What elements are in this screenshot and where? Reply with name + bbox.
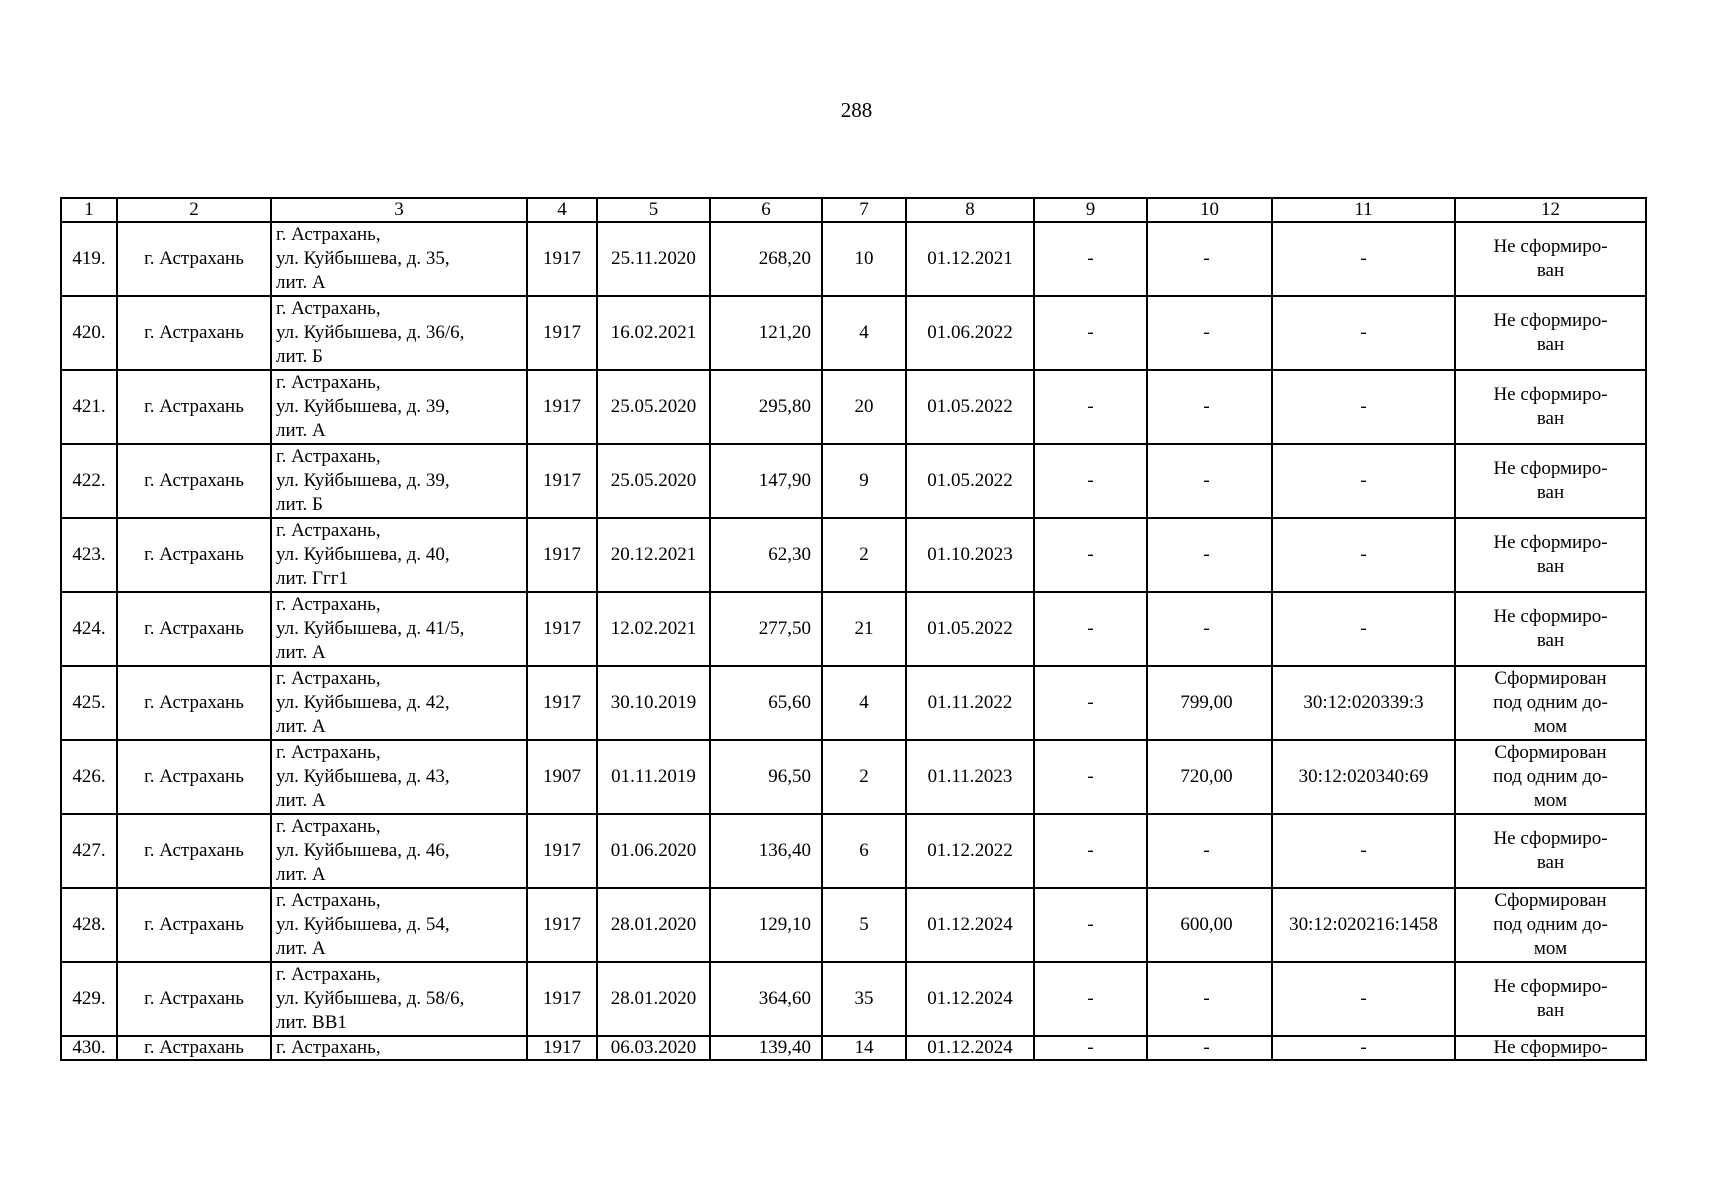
address-cell [271,370,527,444]
table-row [61,592,1646,666]
row-number: 420. [61,296,117,370]
row-number: 427. [61,814,117,888]
date-cell: 20.12.2021 [597,518,710,592]
status-line-1: Не сформиро- [1493,310,1608,331]
address-line-1: г. Астрахань, [276,520,381,541]
address-line-2: ул. Куйбышева, д. 54, [276,914,450,935]
row-number: 429. [61,962,117,1036]
col9-cell: - [1034,888,1147,962]
column-header: 3 [271,198,527,222]
row-number: 419. [61,222,117,296]
column-header: 9 [1034,198,1147,222]
deadline-cell: 01.12.2024 [906,1036,1034,1060]
land-area-cell: 600,00 [1147,888,1272,962]
year-cell: 1917 [527,962,597,1036]
header-row [61,198,1646,222]
year-cell: 1917 [527,1036,597,1060]
area-cell: 139,40 [710,1036,822,1060]
table-row [61,814,1646,888]
address-line-2: ул. Куйбышева, д. 39, [276,470,450,491]
address-line-2: ул. Куйбышева, д. 43, [276,766,450,787]
city-cell: г. Астрахань [117,222,271,296]
land-area-cell: - [1147,444,1272,518]
col9-cell: - [1034,740,1147,814]
area-cell: 277,50 [710,592,822,666]
col9-cell: - [1034,296,1147,370]
address-line-2: ул. Куйбышева, д. 36/6, [276,322,465,343]
col9-cell: - [1034,962,1147,1036]
address-cell [271,962,527,1036]
registry-table [60,197,1647,1061]
table-row [61,222,1646,296]
land-area-cell: - [1147,222,1272,296]
table-row [61,370,1646,444]
city-cell: г. Астрахань [117,444,271,518]
city-cell: г. Астрахань [117,370,271,444]
cadastral-cell: - [1272,814,1455,888]
address-line-2: ул. Куйбышева, д. 39, [276,396,450,417]
status-line-1: Не сформиро- [1493,532,1608,553]
count-cell: 14 [822,1036,906,1060]
table-row [61,518,1646,592]
address-line-1: г. Астрахань, [276,446,381,467]
address-line-3: лит. А [276,272,326,293]
city-cell: г. Астрахань [117,518,271,592]
area-cell: 147,90 [710,444,822,518]
status-line-2: ван [1536,556,1565,577]
cadastral-cell: - [1272,1036,1455,1060]
date-cell: 28.01.2020 [597,962,710,1036]
cadastral-cell: - [1272,370,1455,444]
deadline-cell: 01.10.2023 [906,518,1034,592]
count-cell: 2 [822,740,906,814]
address-line-1: г. Астрахань, [276,594,381,615]
status-cell [1455,888,1646,962]
status-line-3: мом [1533,938,1568,959]
col9-cell: - [1034,814,1147,888]
address-line-1: г. Астрахань, [276,816,381,837]
date-cell: 01.06.2020 [597,814,710,888]
date-cell: 25.05.2020 [597,444,710,518]
address-line-2: ул. Куйбышева, д. 42, [276,692,450,713]
deadline-cell: 01.05.2022 [906,444,1034,518]
status-line-1: Не сформиро- [1493,828,1608,849]
address-line-1: г. Астрахань, [276,890,381,911]
deadline-cell: 01.12.2024 [906,962,1034,1036]
address-line-2: ул. Куйбышева, д. 40, [276,544,450,565]
col9-cell: - [1034,1036,1147,1060]
area-cell: 364,60 [710,962,822,1036]
address-cell [271,666,527,740]
status-cell [1455,296,1646,370]
deadline-cell: 01.11.2023 [906,740,1034,814]
cadastral-cell: - [1272,444,1455,518]
column-header: 11 [1272,198,1455,222]
deadline-cell: 01.06.2022 [906,296,1034,370]
address-cell [271,222,527,296]
deadline-cell: 01.12.2021 [906,222,1034,296]
address-cell [271,444,527,518]
status-cell: Не сформиро- [1455,1036,1646,1060]
city-cell: г. Астрахань [117,1036,271,1060]
address-cell [271,518,527,592]
land-area-cell: - [1147,592,1272,666]
date-cell: 30.10.2019 [597,666,710,740]
year-cell: 1917 [527,444,597,518]
deadline-cell: 01.11.2022 [906,666,1034,740]
column-header: 5 [597,198,710,222]
cadastral-cell: 30:12:020340:69 [1272,740,1455,814]
page-number: 288 [840,98,873,122]
year-cell: 1917 [527,888,597,962]
date-cell: 06.03.2020 [597,1036,710,1060]
col9-cell: - [1034,444,1147,518]
status-line-1: Сформирован [1494,668,1607,689]
row-number: 428. [61,888,117,962]
status-cell [1455,444,1646,518]
year-cell: 1917 [527,296,597,370]
status-line-2: ван [1536,334,1565,355]
table-row [61,962,1646,1036]
address-line-1: г. Астрахань, [276,298,381,319]
status-line-2: ван [1536,482,1565,503]
column-header: 1 [61,198,117,222]
column-header: 4 [527,198,597,222]
deadline-cell: 01.05.2022 [906,592,1034,666]
address-line-3: лит. А [276,642,326,663]
table-row [61,888,1646,962]
status-cell [1455,740,1646,814]
count-cell: 21 [822,592,906,666]
col9-cell: - [1034,592,1147,666]
area-cell: 65,60 [710,666,822,740]
address-line-3: лит. А [276,790,326,811]
status-line-1: Не сформиро- [1493,458,1608,479]
land-area-cell: - [1147,962,1272,1036]
table-row-last [61,1036,1646,1060]
status-cell [1455,592,1646,666]
status-line-1: Не сформиро- [1493,236,1608,257]
status-cell [1455,370,1646,444]
city-cell: г. Астрахань [117,888,271,962]
status-line-2: ван [1536,260,1565,281]
year-cell: 1917 [527,370,597,444]
address-line-2: ул. Куйбышева, д. 58/6, [276,988,465,1009]
count-cell: 6 [822,814,906,888]
status-line-2: под одним до- [1493,914,1608,935]
col9-cell: - [1034,666,1147,740]
col9-cell: - [1034,222,1147,296]
year-cell: 1917 [527,666,597,740]
status-line-2: под одним до- [1493,692,1608,713]
year-cell: 1917 [527,222,597,296]
cadastral-cell: - [1272,518,1455,592]
cadastral-cell: - [1272,592,1455,666]
address-line-3: лит. А [276,938,326,959]
land-area-cell: - [1147,296,1272,370]
col9-cell: - [1034,518,1147,592]
row-number: 422. [61,444,117,518]
count-cell: 4 [822,666,906,740]
status-line-2: ван [1536,852,1565,873]
column-header: 12 [1455,198,1646,222]
status-line-3: мом [1533,790,1568,811]
cadastral-cell: 30:12:020339:3 [1272,666,1455,740]
address-line-1: г. Астрахань, [276,372,381,393]
address-line-1: г. Астрахань, [276,742,381,763]
status-line-2: ван [1536,408,1565,429]
area-cell: 96,50 [710,740,822,814]
col9-cell: - [1034,370,1147,444]
date-cell: 25.05.2020 [597,370,710,444]
address-line-3: лит. Ггг1 [276,568,349,589]
year-cell: 1917 [527,592,597,666]
address-line-3: лит. Б [276,494,323,515]
address-cell [271,888,527,962]
deadline-cell: 01.12.2022 [906,814,1034,888]
address-line-1: г. Астрахань, [276,224,381,245]
city-cell: г. Астрахань [117,592,271,666]
row-number: 424. [61,592,117,666]
date-cell: 25.11.2020 [597,222,710,296]
land-area-cell: - [1147,518,1272,592]
address-line-3: лит. А [276,420,326,441]
date-cell: 28.01.2020 [597,888,710,962]
row-number: 421. [61,370,117,444]
address-line-3: лит. А [276,864,326,885]
year-cell: 1917 [527,814,597,888]
status-line-2: ван [1536,630,1565,651]
city-cell: г. Астрахань [117,962,271,1036]
count-cell: 4 [822,296,906,370]
address-cell [271,592,527,666]
table-row [61,666,1646,740]
count-cell: 5 [822,888,906,962]
table-body [61,222,1646,1060]
city-cell: г. Астрахань [117,666,271,740]
date-cell: 16.02.2021 [597,296,710,370]
status-line-3: мом [1533,716,1568,737]
city-cell: г. Астрахань [117,296,271,370]
cadastral-cell: - [1272,222,1455,296]
area-cell: 121,20 [710,296,822,370]
cadastral-cell: - [1272,962,1455,1036]
land-area-cell: 720,00 [1147,740,1272,814]
status-line-2: под одним до- [1493,766,1608,787]
row-number: 425. [61,666,117,740]
city-cell: г. Астрахань [117,740,271,814]
land-area-cell: - [1147,814,1272,888]
address-line-2: ул. Куйбышева, д. 41/5, [276,618,465,639]
count-cell: 9 [822,444,906,518]
area-cell: 268,20 [710,222,822,296]
count-cell: 2 [822,518,906,592]
count-cell: 35 [822,962,906,1036]
address-line-1: г. Астрахань, [276,964,381,985]
status-line-1: Сформирован [1494,742,1607,763]
column-header: 7 [822,198,906,222]
count-cell: 10 [822,222,906,296]
address-line-3: лит. Б [276,346,323,367]
status-line-1: Не сформиро- [1493,384,1608,405]
year-cell: 1917 [527,518,597,592]
address-line-2: ул. Куйбышева, д. 46, [276,840,450,861]
address-line-3: лит. ВВ1 [276,1012,347,1033]
cadastral-cell: - [1272,296,1455,370]
count-cell: 20 [822,370,906,444]
address-line-2: ул. Куйбышева, д. 35, [276,248,450,269]
table-row [61,444,1646,518]
address-cell: г. Астрахань, [271,1036,527,1060]
table-row [61,740,1646,814]
status-line-1: Сформирован [1494,890,1607,911]
land-area-cell: - [1147,370,1272,444]
row-number: 430. [61,1036,117,1060]
status-cell [1455,518,1646,592]
area-cell: 62,30 [710,518,822,592]
cadastral-cell: 30:12:020216:1458 [1272,888,1455,962]
status-line-2: ван [1536,1000,1565,1021]
column-header: 2 [117,198,271,222]
address-line-3: лит. А [276,716,326,737]
deadline-cell: 01.12.2024 [906,888,1034,962]
column-header: 10 [1147,198,1272,222]
column-header: 8 [906,198,1034,222]
date-cell: 12.02.2021 [597,592,710,666]
address-line-1: г. Астрахань, [276,668,381,689]
land-area-cell: - [1147,1036,1272,1060]
status-cell [1455,666,1646,740]
date-cell: 01.11.2019 [597,740,710,814]
area-cell: 295,80 [710,370,822,444]
row-number: 426. [61,740,117,814]
table-row [61,296,1646,370]
address-cell [271,740,527,814]
address-cell [271,814,527,888]
status-line-1: Не сформиро- [1493,606,1608,627]
area-cell: 129,10 [710,888,822,962]
status-cell [1455,222,1646,296]
city-cell: г. Астрахань [117,814,271,888]
address-cell [271,296,527,370]
deadline-cell: 01.05.2022 [906,370,1034,444]
status-cell [1455,814,1646,888]
status-line-1: Не сформиро- [1493,976,1608,997]
area-cell: 136,40 [710,814,822,888]
column-header: 6 [710,198,822,222]
status-cell [1455,962,1646,1036]
land-area-cell: 799,00 [1147,666,1272,740]
year-cell: 1907 [527,740,597,814]
row-number: 423. [61,518,117,592]
